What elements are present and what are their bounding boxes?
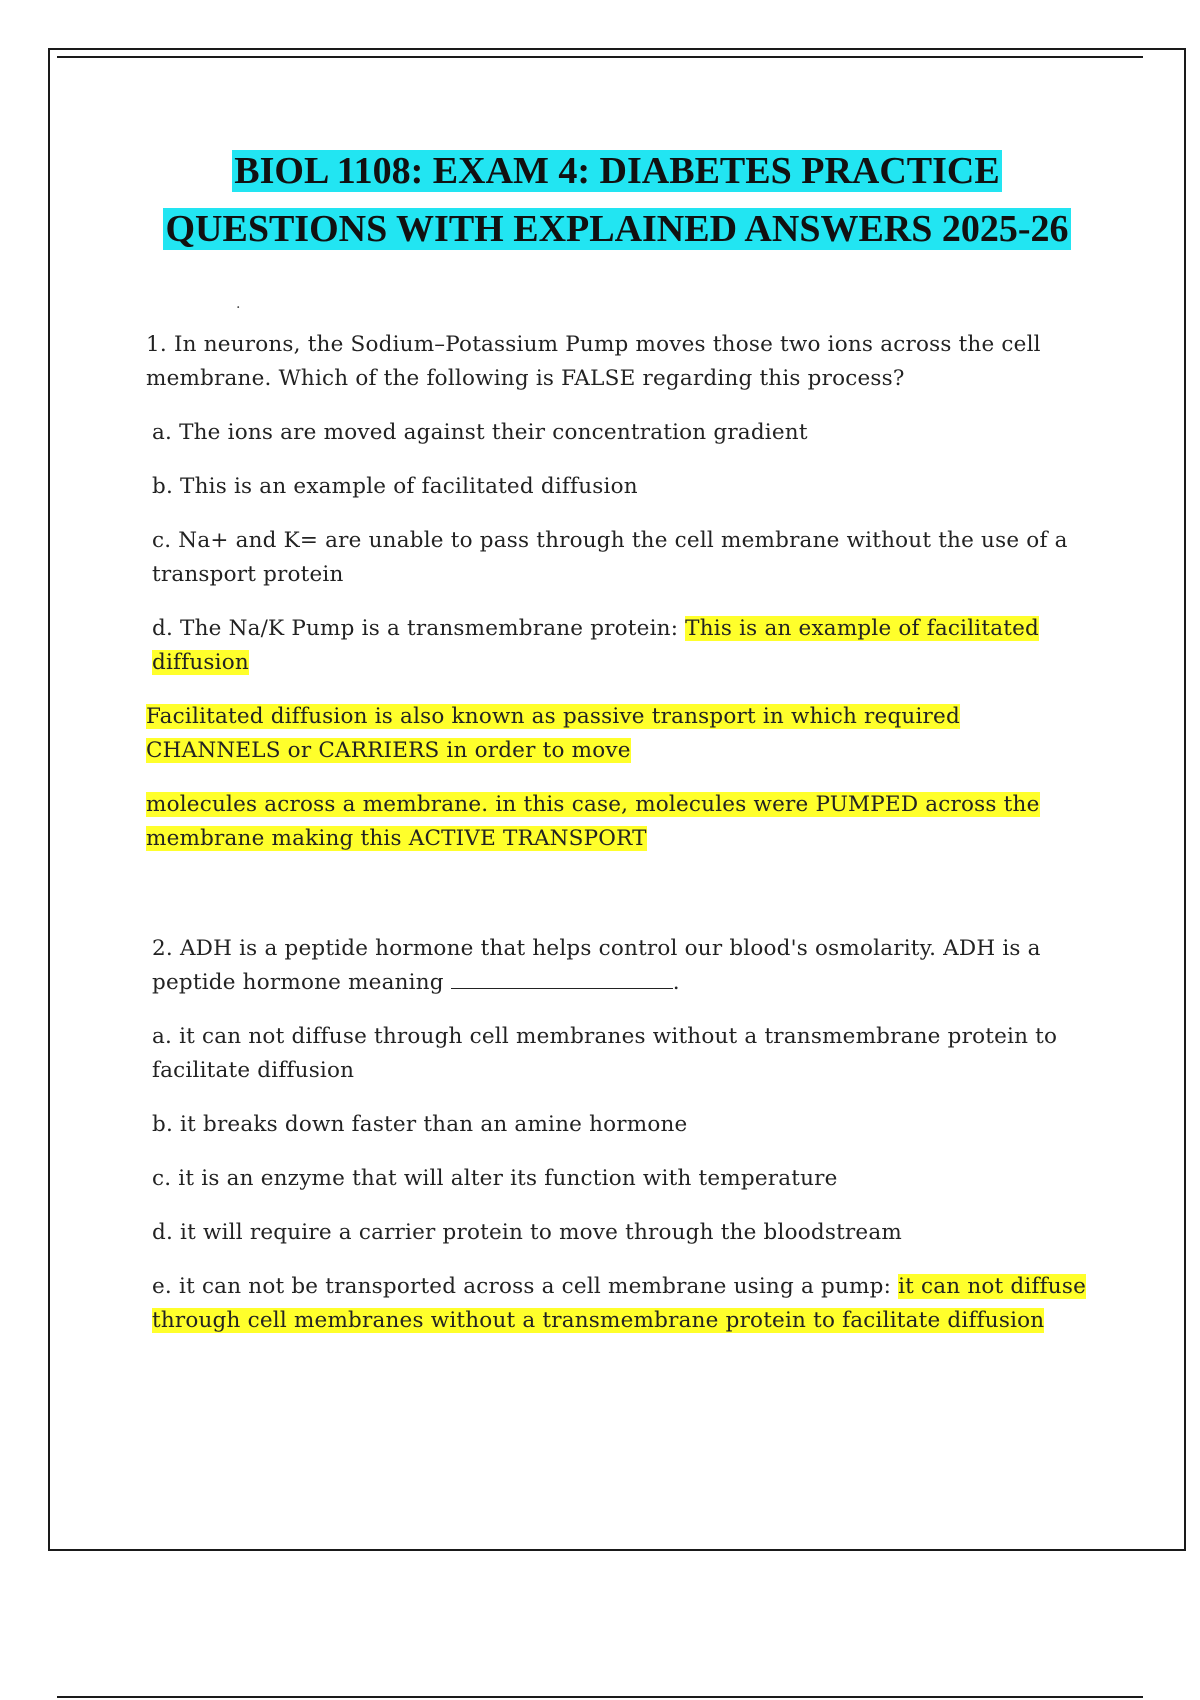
question-2-stem-end: .	[672, 970, 680, 995]
question-2-option-e	[146, 1270, 1096, 1338]
question-1-explanation-1	[146, 700, 1096, 768]
title-line-2: QUESTIONS WITH EXPLAINED ANSWERS 2025-26	[165, 208, 1069, 250]
question-1-stem: 1. In neurons, the Sodium–Potassium Pump moves those two ions across the cell membrane. Which of the following is FALSE regarding this process?	[146, 332, 1041, 391]
document-title	[48, 142, 1186, 258]
question-2-answer: it can not diffuse through cell membranes without a transmembrane protein to facilitate diffusion	[152, 1274, 1086, 1333]
question-1-explanation-2-text: molecules across a membrane. in this case, molecules were PUMPED across the membrane making this ACTIVE TRANSPORT	[146, 792, 1040, 851]
question-1-option-c: c. Na+ and K= are unable to pass through the cell membrane without the use of a transport protein	[152, 528, 1068, 587]
question-1-explanation-1-text: Facilitated diffusion is also known as passive transport in which required CHANNELS or CARRIERS in order to move	[146, 704, 960, 763]
question-2-option-d: d. it will require a carrier protein to move through the bloodstream	[152, 1220, 902, 1245]
question-1-option-a: a. The ions are moved against their concentration gradient	[152, 420, 808, 445]
question-1-answer: This is an example of facilitated diffusion	[152, 616, 1039, 675]
title-line-1: BIOL 1108: EXAM 4: DIABETES PRACTICE	[234, 150, 1000, 192]
question-2-option-c: c. it is an enzyme that will alter its function with temperature	[152, 1166, 838, 1191]
question-gap	[146, 876, 1096, 932]
question-1-option-d-text: d. The Na/K Pump is a transmembrane protein:	[152, 616, 686, 641]
question-2-option-b: b. it breaks down faster than an amine hormone	[152, 1112, 688, 1137]
question-2-option-e-text: e. it can not be transported across a cell membrane using a pump:	[152, 1274, 899, 1299]
question-1-explanation-2	[146, 788, 1096, 856]
question-2-option-a: a. it can not diffuse through cell membranes without a transmembrane protein to facilitate diffusion	[152, 1024, 1058, 1083]
question-1-option-b: b. This is an example of facilitated diffusion	[152, 474, 638, 499]
bottom-rule	[57, 1696, 1143, 1698]
questions-content	[146, 328, 1096, 1358]
top-rule	[57, 56, 1143, 58]
answer-blank	[451, 970, 673, 989]
question-2-stem-text: 2. ADH is a peptide hormone that helps control our blood's osmolarity. ADH is a peptide hormone meaning	[152, 936, 1041, 995]
question-2-stem	[146, 932, 1096, 1000]
question-1-option-d	[146, 612, 1096, 680]
stray-mark: .	[236, 296, 241, 312]
